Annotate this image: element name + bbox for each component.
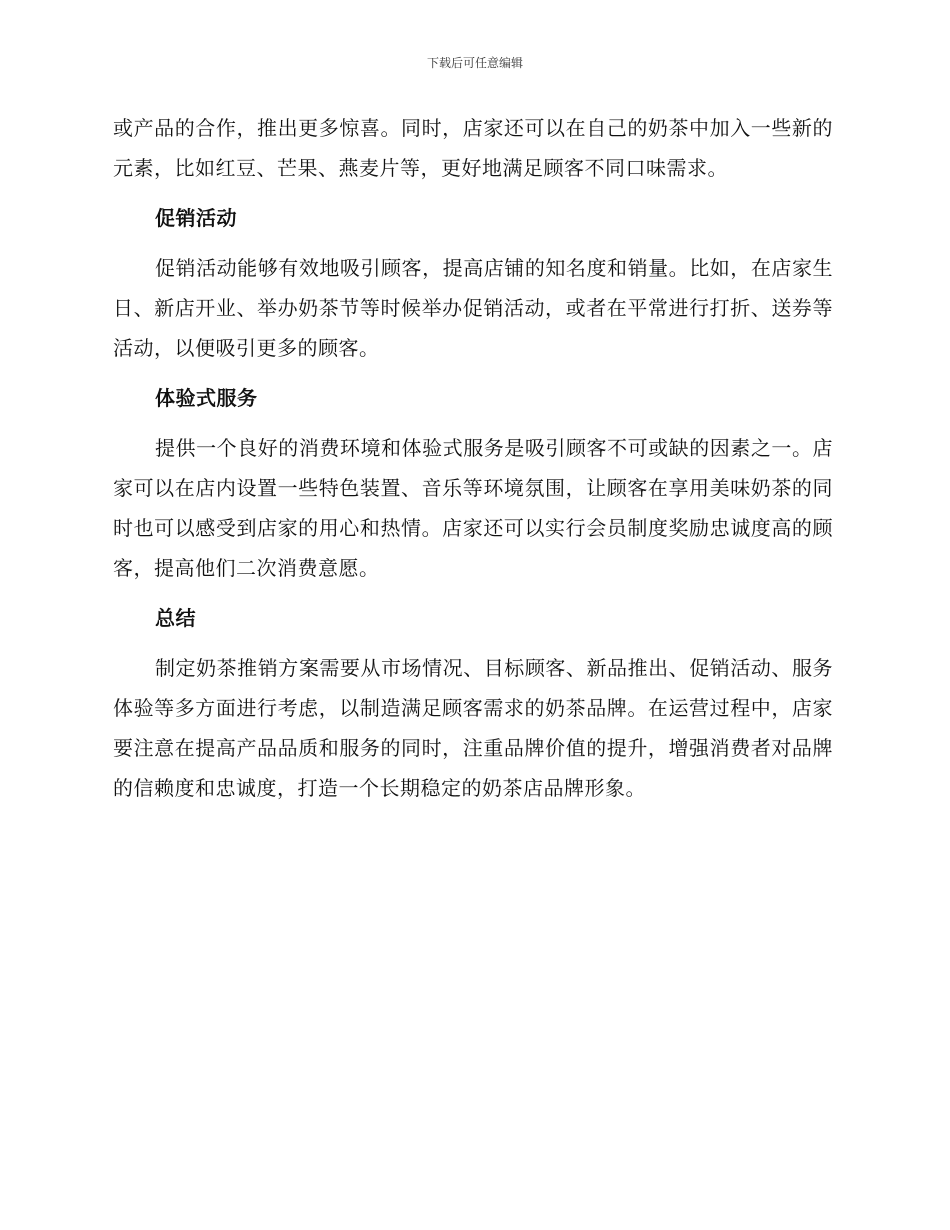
paragraph-promotions: 促销活动能够有效地吸引顾客，提高店铺的知名度和销量。比如，在店家生日、新店开业、举办奶茶节等时候举办促销活动，或者在平常进行打折、送券等活动，以便吸引更多的顾客。 [113,256,833,360]
section-heading-promotions: 促销活动 [155,206,237,230]
section-heading-summary: 总结 [155,606,196,630]
paragraph-intro-continuation: 或产品的合作，推出更多惊喜。同时，店家还可以在自己的奶茶中加入一些新的元素，比如红豆、芒果、燕麦片等，更好地满足顾客不同口味需求。 [113,116,833,180]
paragraph-summary: 制定奶茶推销方案需要从市场情况、目标顾客、新品推出、促销活动、服务体验等多方面进行考虑，以制造满足顾客需求的奶茶品牌。在运营过程中，店家要注意在提高产品品质和服务的同时，注重品牌价值的提升，增强消费者对品牌的信赖度和忠诚度，打造一个长期稳定的奶茶店品牌形象。 [113,656,833,800]
document-body [113,108,833,808]
section-heading-experience-service: 体验式服务 [155,386,258,410]
paragraph-experience-service: 提供一个良好的消费环境和体验式服务是吸引顾客不可或缺的因素之一。店家可以在店内设置一些特色装置、音乐等环境氛围，让顾客在享用美味奶茶的同时也可以感受到店家的用心和热情。店家还可以实行会员制度奖励忠诚度高的顾客，提高他们二次消费意愿。 [113,436,833,580]
page-header: 下载后可任意编辑 [426,56,523,70]
